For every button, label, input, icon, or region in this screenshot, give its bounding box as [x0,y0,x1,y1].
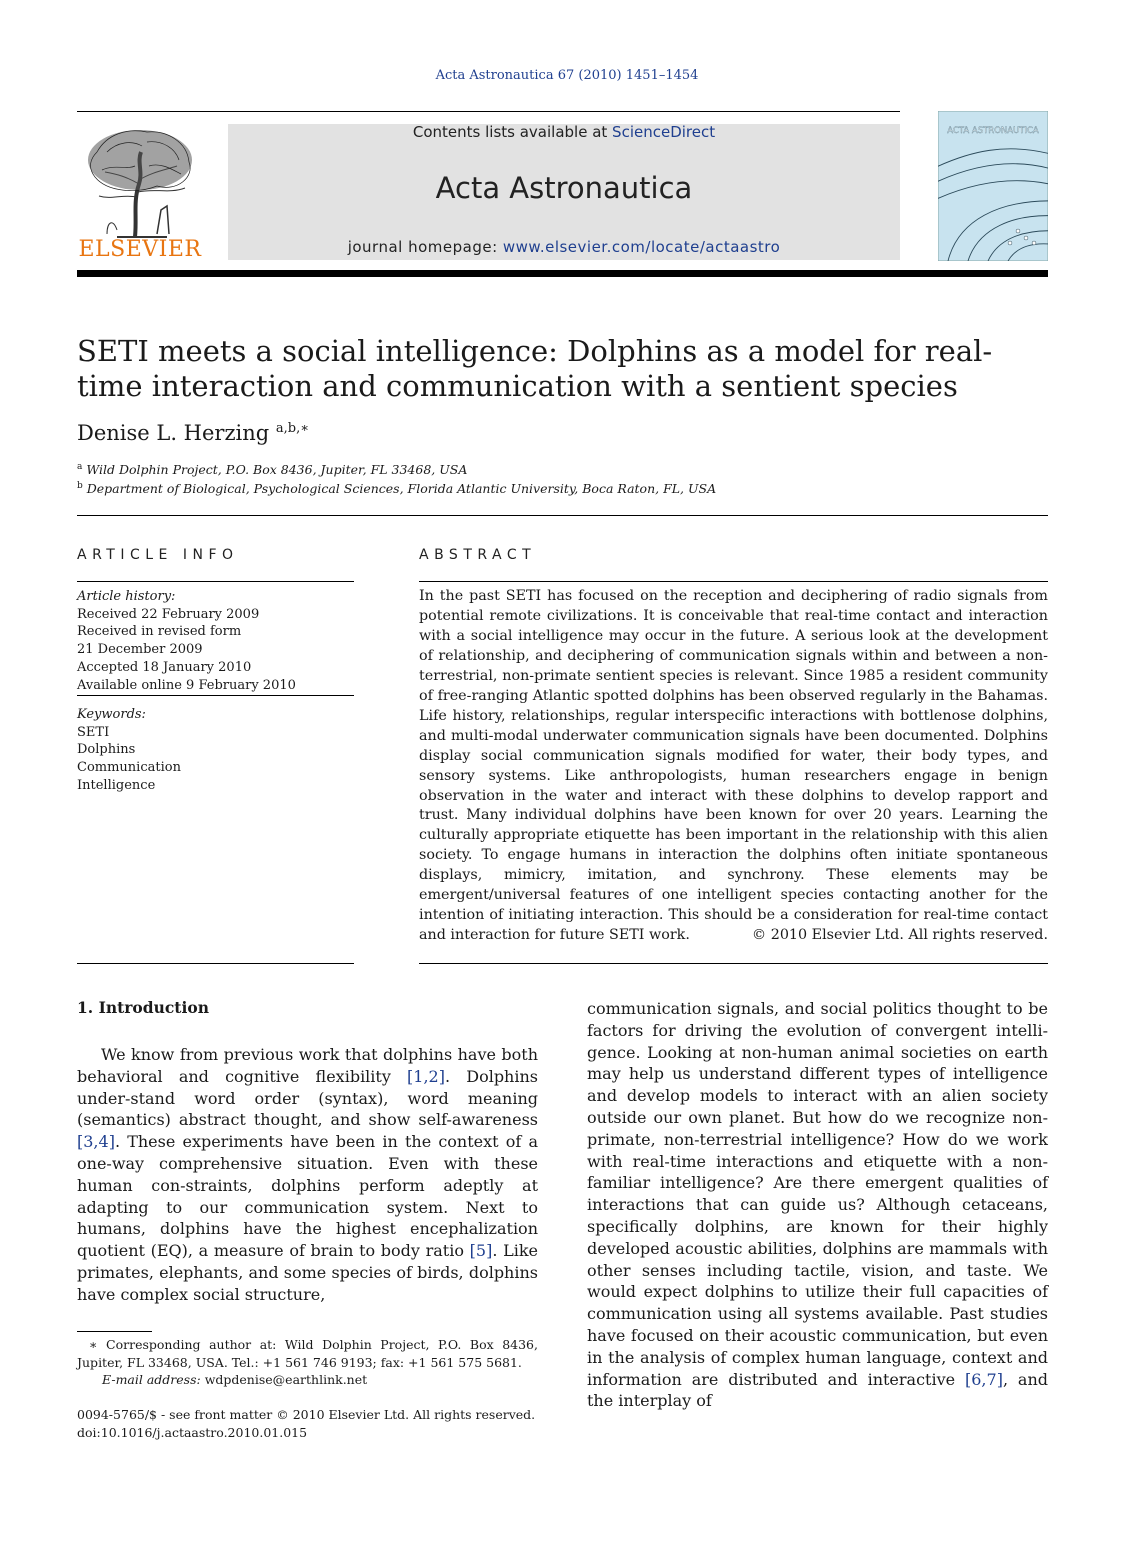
history-item: 21 December 2009 [77,642,203,658]
article-info-rule [77,581,354,582]
homepage-link[interactable]: www.elsevier.com/locate/actaastro [502,238,781,256]
abstract-text: In the past SETI has focused on the reception and deciphering of radio signals from potential remote civilizations. It is conceivable that real-time contact and interaction with a social intelligence may occur in the future. A serious look at the development of relationship, and deciphering of communication signals within and between a non-terrestrial, non-primate sentient species is relevant. Since 1985 a resident community of free-ranging Atlantic spotted dolphins has been observed regularly in the Bahamas. Life history, relationships, regular interspecific interactions with bottlenose dolphins, and multi-modal underwater communication signals have been documented. Dolphins display social communication signals modified for water, their body types, and sensory systems. Like anthropologists, human researchers engage in benign observation in the water and interact with these dolphins to develop rapport and trust. Many individual dolphins have been known for over 20 years. Learning the culturally appropriate etiquette has been important in the relationship with this alien society. To engage humans in interaction the dolphins often initiate spontaneous displays, mimicry, imitation, and synchrony. These elements may be emergent/universal features of one intelligent species contacting another for the intention of initiating interaction. This should be a consideration for real-time contact and interaction for future SETI work. [419,588,1048,944]
cover-title: ACTA ASTRONAUTICA [947,126,1039,136]
body-text: . Like primates, elephants, and some species of birds, dolphins have complex social structure, [77,1241,539,1304]
keywords [77,706,354,795]
footnote-text: Corresponding author at: Wild Dolphin Project, P.O. Box 8436, Jupiter, FL 33468, USA. Tel.: +1 561 746 9193; fax: +1 561 575 5681. [77,1337,538,1370]
keyword: Intelligence [77,777,156,793]
email-label: E-mail address: [102,1372,201,1387]
elsevier-wordmark: ELSEVIER [78,237,202,262]
body-column-left [77,1044,538,1306]
body-text: . Dolphins under-stand word order (syntax), word meaning (semantics) abstract thought, and show self-awareness [77,1066,538,1130]
journal-cover-thumbnail[interactable] [938,111,1048,261]
email-line [77,1372,367,1387]
author-name[interactable]: Denise L. Herzing [77,421,270,445]
email-address[interactable]: wdpdenise@earthlink.net [200,1372,368,1387]
citation-link[interactable]: [5] [469,1241,493,1261]
affiliation-text: Department of Biological, Psychological Sciences, Florida Atlantic University, Boca Raton, FL, USA [86,481,717,497]
contents-line [228,123,900,141]
article-title: SETI meets a social intelligence: Dolphins as a model for real-time interaction and communication with a sentient species [77,334,993,403]
affiliation-b [77,481,716,496]
history-item: Received 22 February 2009 [77,606,260,622]
abstract-heading: ABSTRACT [419,547,537,563]
body-text: . These experiments have been in the context of a one-way comprehensive situation. Even with these human con-straints, dolphins perform adeptly at adapting to our communication system. Next to humans, dolphins have the highest encephalization quotient (EQ), a measure of brain to body ratio [77,1132,538,1261]
history-item: Accepted 18 January 2010 [77,659,252,675]
article-history [77,588,354,694]
author-marks: a,b,∗ [275,421,310,436]
keyword: Dolphins [77,742,136,758]
history-label: Article history: [77,589,176,604]
citation-link[interactable]: [1,2] [407,1066,445,1086]
header-top-rule [77,111,900,112]
author-line [77,421,309,445]
body-text: We know from previous work that dolphins have both behavioral and cognitive flexibility [77,1045,538,1086]
abstract-bottom-rule [419,963,1048,964]
doi-line[interactable]: doi:10.1016/j.actaastro.2010.01.015 [77,1425,308,1440]
sciencedirect-link[interactable]: ScienceDirect [612,123,716,141]
affiliation-text: Wild Dolphin Project, P.O. Box 8436, Jupiter, FL 33468, USA [86,462,468,478]
homepage-prefix: journal homepage: [347,238,503,256]
citation-link[interactable]: [6,7] [965,1369,1003,1389]
keywords-label: Keywords: [77,707,146,722]
journal-title: Acta Astronautica [435,171,693,205]
article-info-heading: ARTICLE INFO [77,547,239,563]
body-text: , and the interplay of [587,1369,1048,1411]
abstract-rule [419,581,1048,582]
title-block-rule [77,515,1048,516]
homepage-line [228,238,900,256]
body-text: communication signals, and social politics thought to be factors for driving the evolution of convergent intelli-gence. Looking at non-human animal societies on earth may help us understand different types of intelligence and develop models to interact with an alien society outside our own planet. But how do we recognize non-primate, non-terrestrial intelligence? How do we work with real-time interactions and etiquette with a non-familiar intelligence? Are there emergent qualities of interactions that can guide us? Although cetaceans, specifically dolphins, are known for their highly developed acoustic abilities, dolphins are mammals with other senses including tactile, vision, and taste. We would expect dolphins to utilize their full capacities of communication using all systems available. Past studies have focused on their acoustic communication, but even in the analysis of complex human language, context and information are distributed and interactive [587,999,1048,1389]
keyword: Communication [77,760,181,776]
history-rule [77,695,354,696]
article-info-bottom-rule [77,963,354,964]
abstract-copyright: © 2010 Elsevier Ltd. All rights reserved. [751,927,1048,943]
affiliation-a [77,462,467,477]
issn-line: 0094-5765/$ - see front matter © 2010 Elsevier Ltd. All rights reserved. [77,1407,536,1422]
keyword: SETI [77,724,110,740]
affiliation-mark: b [77,481,83,491]
contents-prefix: Contents lists available at [412,123,613,141]
history-item: Received in revised form [77,624,242,640]
corresponding-author-footnote [77,1336,538,1371]
history-item: Available online 9 February 2010 [77,677,296,693]
footnote-rule [77,1331,152,1332]
footnote-mark: ∗ [89,1337,98,1352]
header-thick-rule [77,270,1048,277]
journal-reference[interactable]: Acta Astronautica 67 (2010) 1451–1454 [435,68,699,83]
citation-link[interactable]: [3,4] [77,1132,115,1152]
section-heading-introduction: 1. Introduction [77,998,209,1017]
body-column-right [587,998,1048,1412]
affiliation-mark: a [77,462,83,472]
